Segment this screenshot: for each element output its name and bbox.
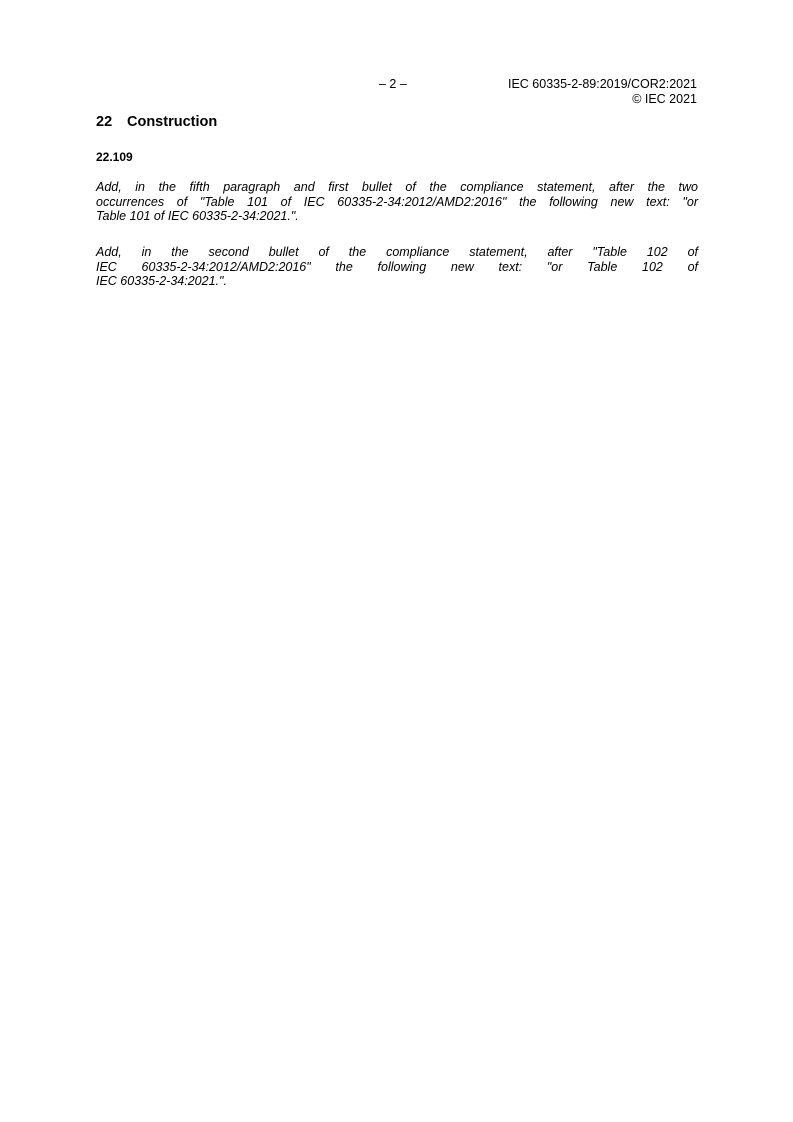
paragraph-line: Add, in the second bullet of the compliance statement, after "Table 102 of [96,245,698,259]
paragraph-line: Table 101 of IEC 60335-2-34:2021.". [96,209,299,224]
clause-heading [96,114,217,131]
amendment-paragraph-1 [96,180,698,224]
clause-number: 22 [96,114,113,130]
clause-title: Construction [127,114,218,130]
copyright-notice: © IEC 2021 [632,92,697,106]
paragraph-line: IEC 60335-2-34:2012/AMD2:2016" the following new text: "or Table 102 of [96,259,698,274]
paragraph-line: IEC 60335-2-34:2021.". [96,274,227,289]
page-number: – 2 – [379,77,407,91]
subclause-number: 22.109 [96,150,133,164]
paragraph-line: Add, in the fifth paragraph and first bullet of the compliance statement, after the two [96,180,698,194]
paragraph-line: occurrences of "Table 101 of IEC 60335-2-34:2012/AMD2:2016" the following new text: "or [96,194,698,209]
document-identifier: IEC 60335-2-89:2019/COR2:2021 [507,77,697,91]
amendment-paragraph-2 [96,245,698,289]
